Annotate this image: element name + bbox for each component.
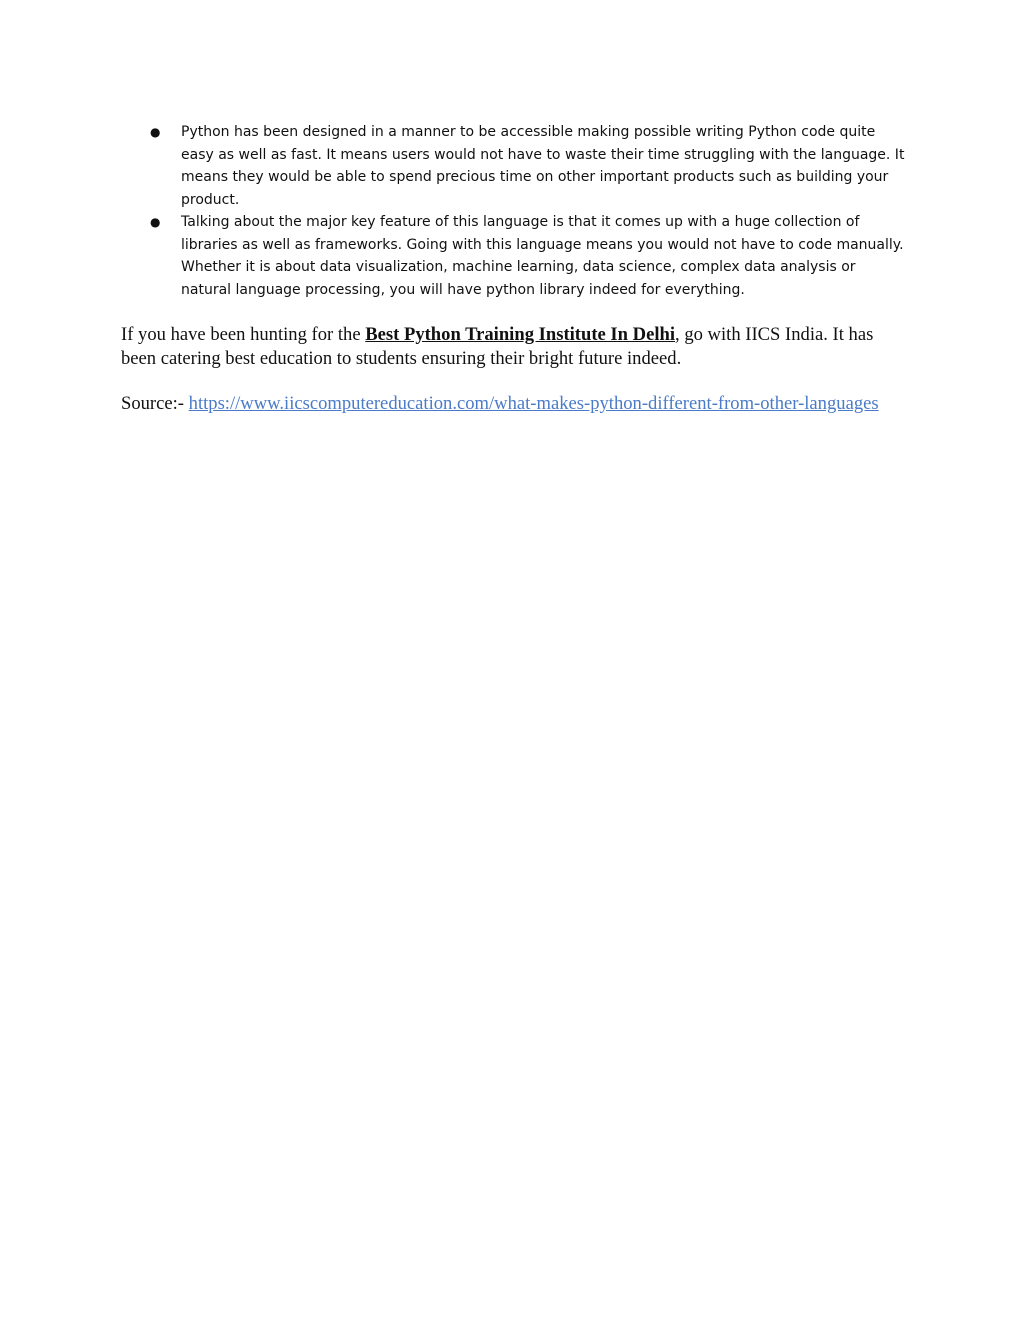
promo-text-before: If you have been hunting for the — [121, 324, 366, 345]
list-item-text: Python has been designed in a manner to be accessible making possible writing Python code quite easy as well as fast. It means users would not have to waste their time struggling with the language. It means they would be able to spend precious time on other important products such as building your product. — [181, 124, 905, 208]
list-item — [120, 211, 910, 301]
feature-bullet-list — [120, 121, 910, 301]
source-label: Source:- — [121, 393, 189, 414]
promo-paragraph — [121, 323, 911, 370]
source-url-link[interactable]: https://www.iicscomputereducation.com/what-makes-python-different-from-other-languages — [188, 393, 879, 414]
promo-text-after: , go with IICS India. It has been catering best education to students ensuring their bright future indeed. — [121, 324, 874, 369]
source-paragraph — [121, 392, 911, 416]
bullet-icon: ● — [150, 125, 161, 139]
list-item — [120, 121, 910, 211]
bullet-icon: ● — [150, 215, 161, 229]
training-institute-link[interactable]: Best Python Training Institute In Delhi — [365, 324, 676, 345]
list-item-text: Talking about the major key feature of this language is that it comes up with a huge collection of libraries as well as frameworks. Going with this language means you would not have to code manually. Whether it is about data visualization, machine learning, data science, complex data analysis or natural language processing, you will have python library indeed for everything. — [181, 214, 904, 298]
